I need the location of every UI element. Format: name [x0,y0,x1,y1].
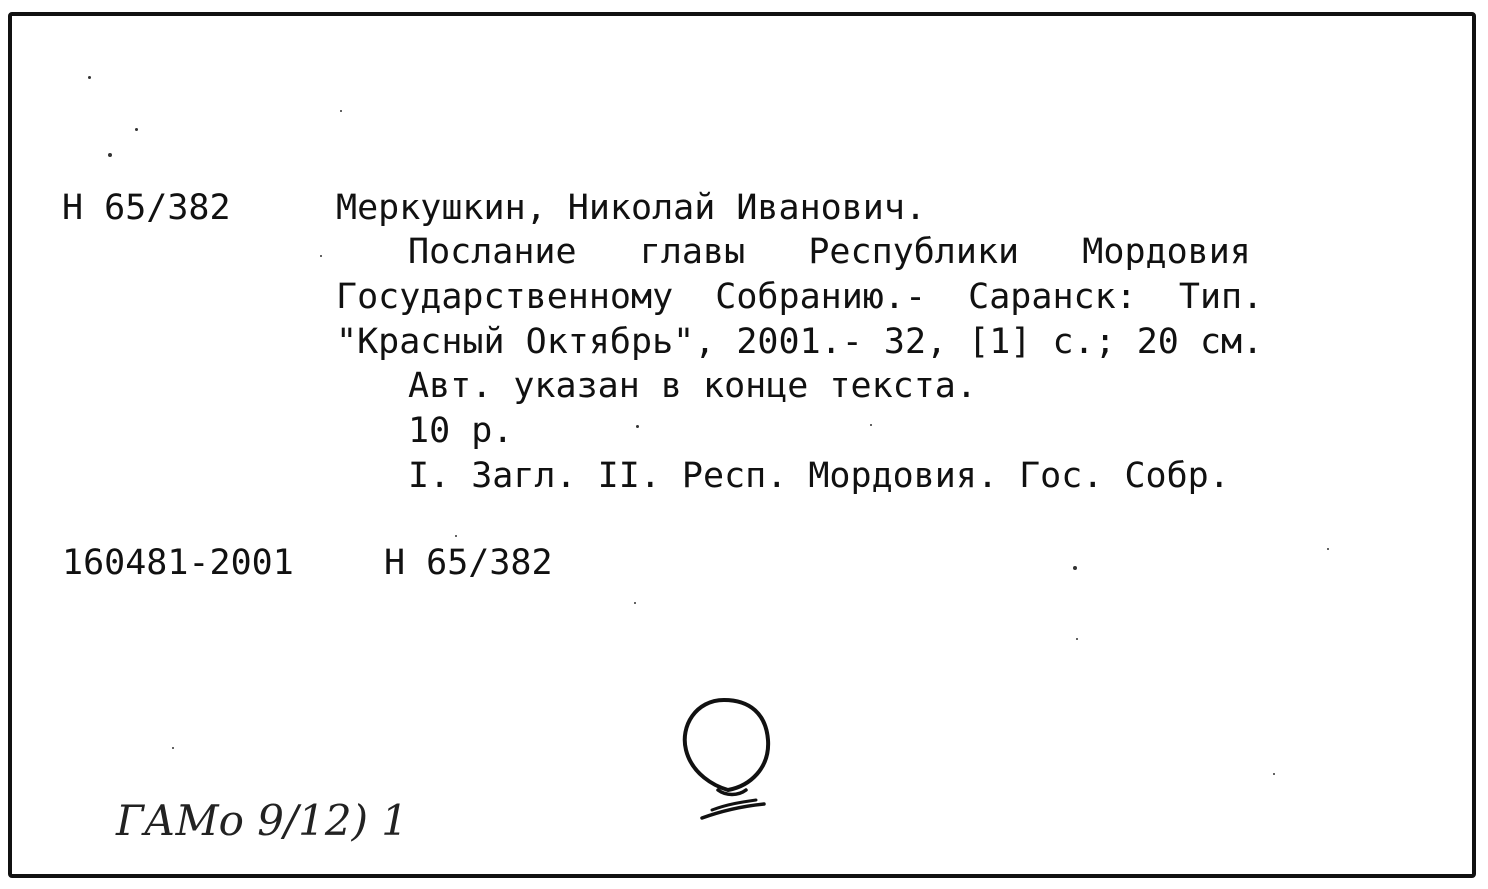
shelf-mark: Н 65/382 [62,188,231,228]
title-line-2: Государственному Собранию.- Саранск: Тип. [336,277,1264,317]
speck [135,128,138,131]
speck [108,153,112,157]
hand-drawn-circle-mark [672,690,782,830]
speck [172,747,174,749]
author-heading: Меркушкин, Николай Иванович. [336,188,927,228]
speck [1076,638,1078,640]
speck [455,535,457,537]
speck [1273,773,1275,775]
title-line-1: Послание главы Республики Мордовия [408,232,1251,272]
speck [88,76,91,79]
price-line: 10 р. [408,411,514,451]
accession-shelf-mark: Н 65/382 [384,543,553,583]
handwritten-note: ГАМо 9/12) 1 [116,796,409,845]
note-line: Авт. указан в конце текста. [408,366,977,406]
accession-number: 160481-2001 [62,543,294,583]
speck [1073,566,1077,570]
speck [340,110,342,112]
title-line-3: "Красный Октябрь", 2001.- 32, [1] с.; 20 см. [336,322,1264,362]
speck [1327,548,1329,550]
tracings-line: I. Загл. II. Респ. Мордовия. Гос. Собр. [408,456,1230,496]
speck [870,424,872,426]
speck [320,255,322,257]
speck [636,425,639,428]
speck [634,602,636,604]
